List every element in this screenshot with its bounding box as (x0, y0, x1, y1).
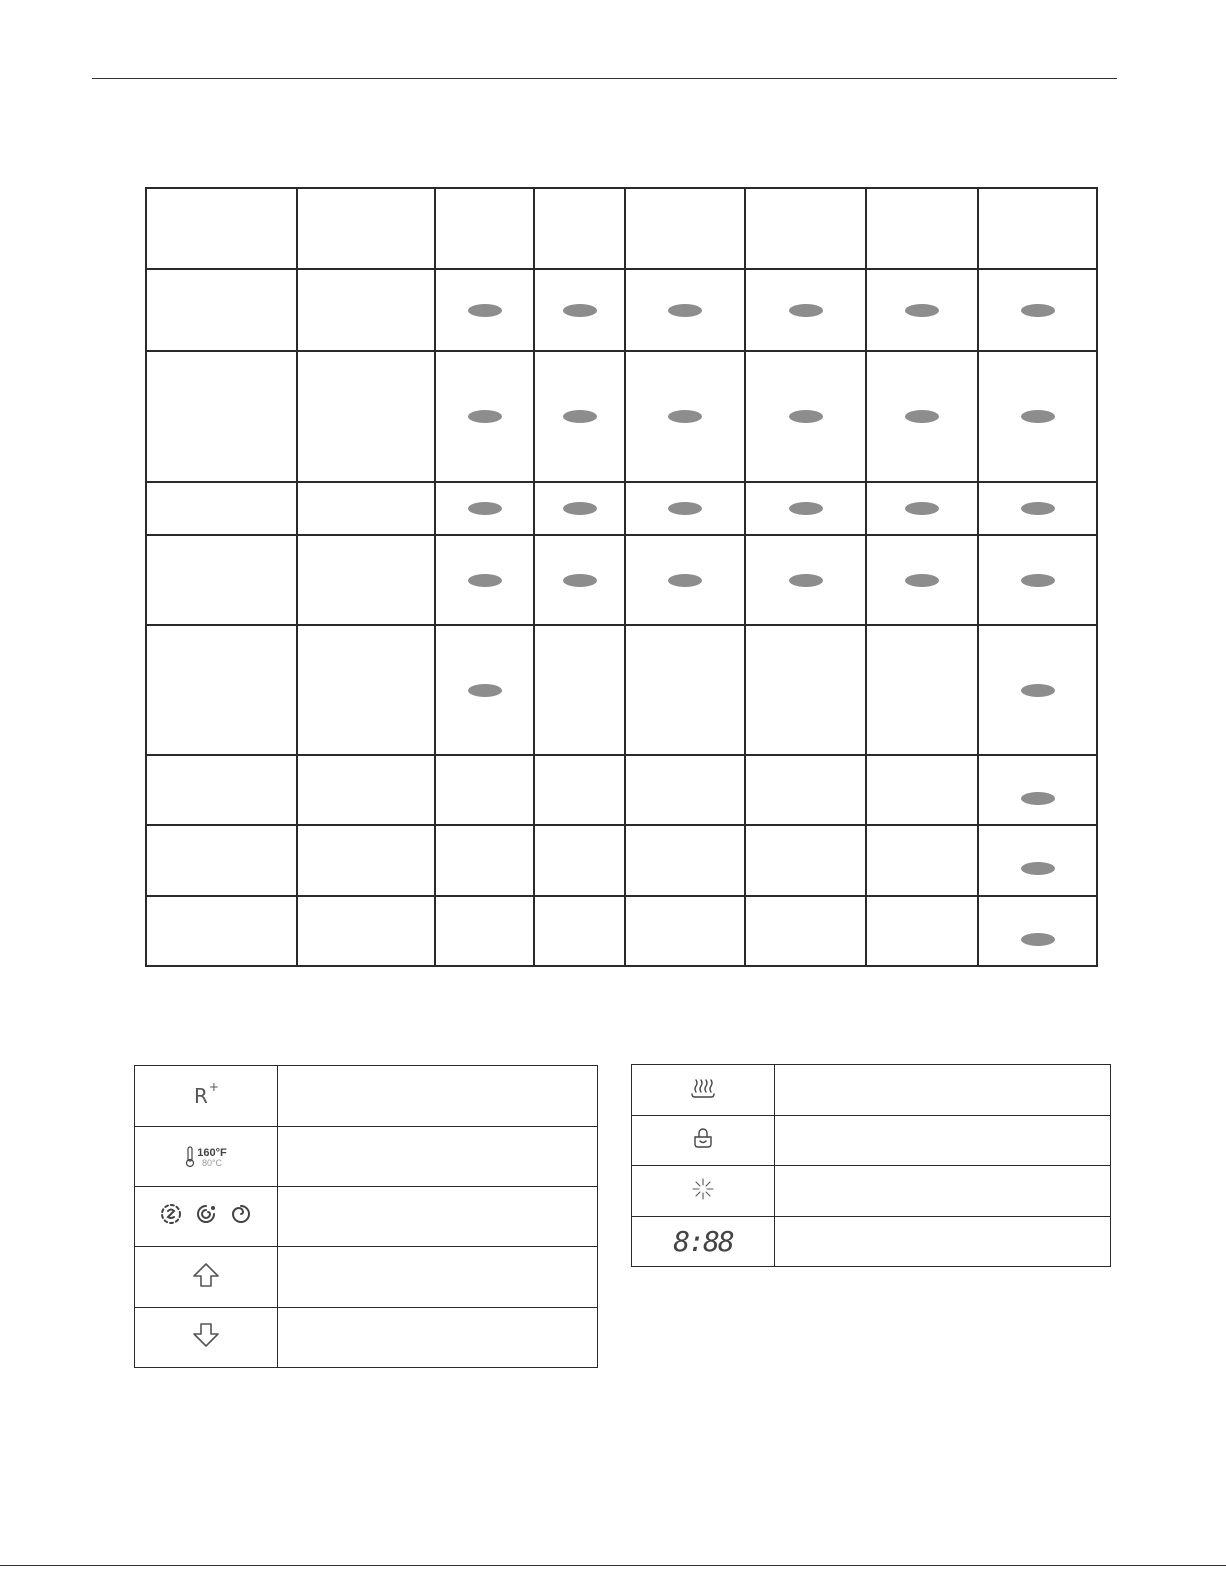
legend-row (135, 1247, 598, 1308)
option-cell (745, 625, 866, 755)
option-available-dot (1021, 862, 1055, 875)
option-available-dot (905, 410, 939, 423)
option-available-dot (1021, 933, 1055, 946)
option-cell (978, 825, 1097, 896)
option-cell (978, 535, 1097, 625)
matrix-row (146, 825, 1097, 896)
legend-row (135, 1187, 598, 1247)
option-cell (534, 535, 625, 625)
header-rule (92, 78, 1117, 79)
header-cell (625, 188, 745, 269)
matrix-row (146, 896, 1097, 966)
option-available-dot (668, 304, 702, 317)
option-available-dot (1021, 792, 1055, 805)
icon-legend-left (134, 1065, 598, 1368)
cycle-detail-cell (297, 625, 435, 755)
cycle-name-cell (146, 625, 297, 755)
option-cell (435, 269, 534, 351)
option-cell (435, 535, 534, 625)
option-cell (745, 896, 866, 966)
option-cell (866, 755, 978, 825)
sparkle-clean-icon (691, 1177, 715, 1206)
option-available-dot (468, 574, 502, 587)
legend-row (632, 1116, 1111, 1166)
header-cell (866, 188, 978, 269)
option-cell (745, 825, 866, 896)
header-cell (534, 188, 625, 269)
option-available-dot (668, 574, 702, 587)
option-available-dot (789, 410, 823, 423)
option-cell (435, 896, 534, 966)
option-cell (435, 351, 534, 482)
option-cell (745, 755, 866, 825)
legend-description (278, 1127, 598, 1187)
option-cell (978, 755, 1097, 825)
cycle-name-cell (146, 825, 297, 896)
legend-description (278, 1066, 598, 1127)
option-cell (534, 896, 625, 966)
option-cell (435, 755, 534, 825)
legend-description (775, 1065, 1111, 1116)
option-cell (745, 351, 866, 482)
option-cell (435, 482, 534, 535)
digital-display-icon: 8:88 (673, 1225, 733, 1258)
option-cell (625, 755, 745, 825)
option-cell (866, 825, 978, 896)
option-available-dot (563, 574, 597, 587)
sanitize-temp-icon: 160°F 80°C (185, 1146, 226, 1168)
option-cell (745, 535, 866, 625)
option-available-dot (468, 502, 502, 515)
cycle-name-cell (146, 535, 297, 625)
option-cell (745, 269, 866, 351)
option-available-dot (468, 684, 502, 697)
header-cell (297, 188, 435, 269)
legend-description (775, 1166, 1111, 1217)
footer-rule (0, 1565, 1226, 1566)
matrix-header-row (146, 188, 1097, 269)
option-available-dot (668, 410, 702, 423)
legend-description (278, 1308, 598, 1368)
cycle-name-cell (146, 755, 297, 825)
option-available-dot (1021, 410, 1055, 423)
option-cell (978, 351, 1097, 482)
option-cell (625, 535, 745, 625)
option-matrix-table (145, 187, 1098, 967)
option-cell (534, 625, 625, 755)
legend-row (632, 1217, 1111, 1267)
option-cell (625, 351, 745, 482)
cycle-detail-cell (297, 896, 435, 966)
legend-description (278, 1187, 598, 1247)
cycle-detail-cell (297, 755, 435, 825)
cycle-name-cell (146, 351, 297, 482)
option-cell (534, 755, 625, 825)
icon-legend-right (631, 1064, 1111, 1267)
option-available-dot (905, 304, 939, 317)
option-cell (534, 269, 625, 351)
option-available-dot (1021, 304, 1055, 317)
header-cell (435, 188, 534, 269)
option-available-dot (1021, 574, 1055, 587)
cycle-name-cell (146, 896, 297, 966)
option-available-dot (563, 304, 597, 317)
option-available-dot (1021, 502, 1055, 515)
option-cell (625, 269, 745, 351)
legend-description (775, 1217, 1111, 1267)
legend-row (135, 1308, 598, 1368)
option-cell (435, 825, 534, 896)
arrow-up-icon (192, 1262, 220, 1293)
matrix-row (146, 351, 1097, 482)
legend-row (632, 1166, 1111, 1217)
cycle-detail-cell (297, 535, 435, 625)
header-cell (745, 188, 866, 269)
option-available-dot (789, 304, 823, 317)
option-cell (625, 482, 745, 535)
option-available-dot (468, 410, 502, 423)
option-cell (745, 482, 866, 535)
option-cell (866, 896, 978, 966)
cycle-name-cell (146, 482, 297, 535)
option-available-dot (1021, 684, 1055, 697)
arrow-down-icon (192, 1322, 220, 1353)
option-cell (866, 535, 978, 625)
control-lock-icon (691, 1126, 715, 1155)
matrix-row (146, 755, 1097, 825)
option-cell (866, 482, 978, 535)
matrix-row (146, 535, 1097, 625)
soil-level-icons (160, 1202, 252, 1231)
option-cell (978, 269, 1097, 351)
option-available-dot (668, 502, 702, 515)
cycle-detail-cell (297, 482, 435, 535)
option-available-dot (468, 304, 502, 317)
option-cell (978, 625, 1097, 755)
option-cell (978, 482, 1097, 535)
option-cell (435, 625, 534, 755)
legend-row (135, 1066, 598, 1127)
legend-description (775, 1116, 1111, 1166)
cycle-detail-cell (297, 351, 435, 482)
header-cell (146, 188, 297, 269)
matrix-row (146, 482, 1097, 535)
option-cell (625, 625, 745, 755)
matrix-row (146, 269, 1097, 351)
option-cell (866, 351, 978, 482)
rinse-plus-icon: R+ (194, 1080, 219, 1108)
option-cell (625, 896, 745, 966)
option-available-dot (789, 574, 823, 587)
option-cell (866, 625, 978, 755)
legend-description (278, 1247, 598, 1308)
option-available-dot (905, 574, 939, 587)
cycle-detail-cell (297, 825, 435, 896)
option-cell (534, 351, 625, 482)
matrix-row (146, 625, 1097, 755)
option-available-dot (789, 502, 823, 515)
option-cell (978, 896, 1097, 966)
header-cell (978, 188, 1097, 269)
cycle-detail-cell (297, 269, 435, 351)
option-cell (534, 482, 625, 535)
option-cell (534, 825, 625, 896)
legend-row (135, 1127, 598, 1187)
option-available-dot (905, 502, 939, 515)
legend-row (632, 1065, 1111, 1116)
option-available-dot (563, 410, 597, 423)
cycle-name-cell (146, 269, 297, 351)
option-cell (625, 825, 745, 896)
option-cell (866, 269, 978, 351)
heated-dry-icon (689, 1076, 717, 1105)
option-available-dot (563, 502, 597, 515)
